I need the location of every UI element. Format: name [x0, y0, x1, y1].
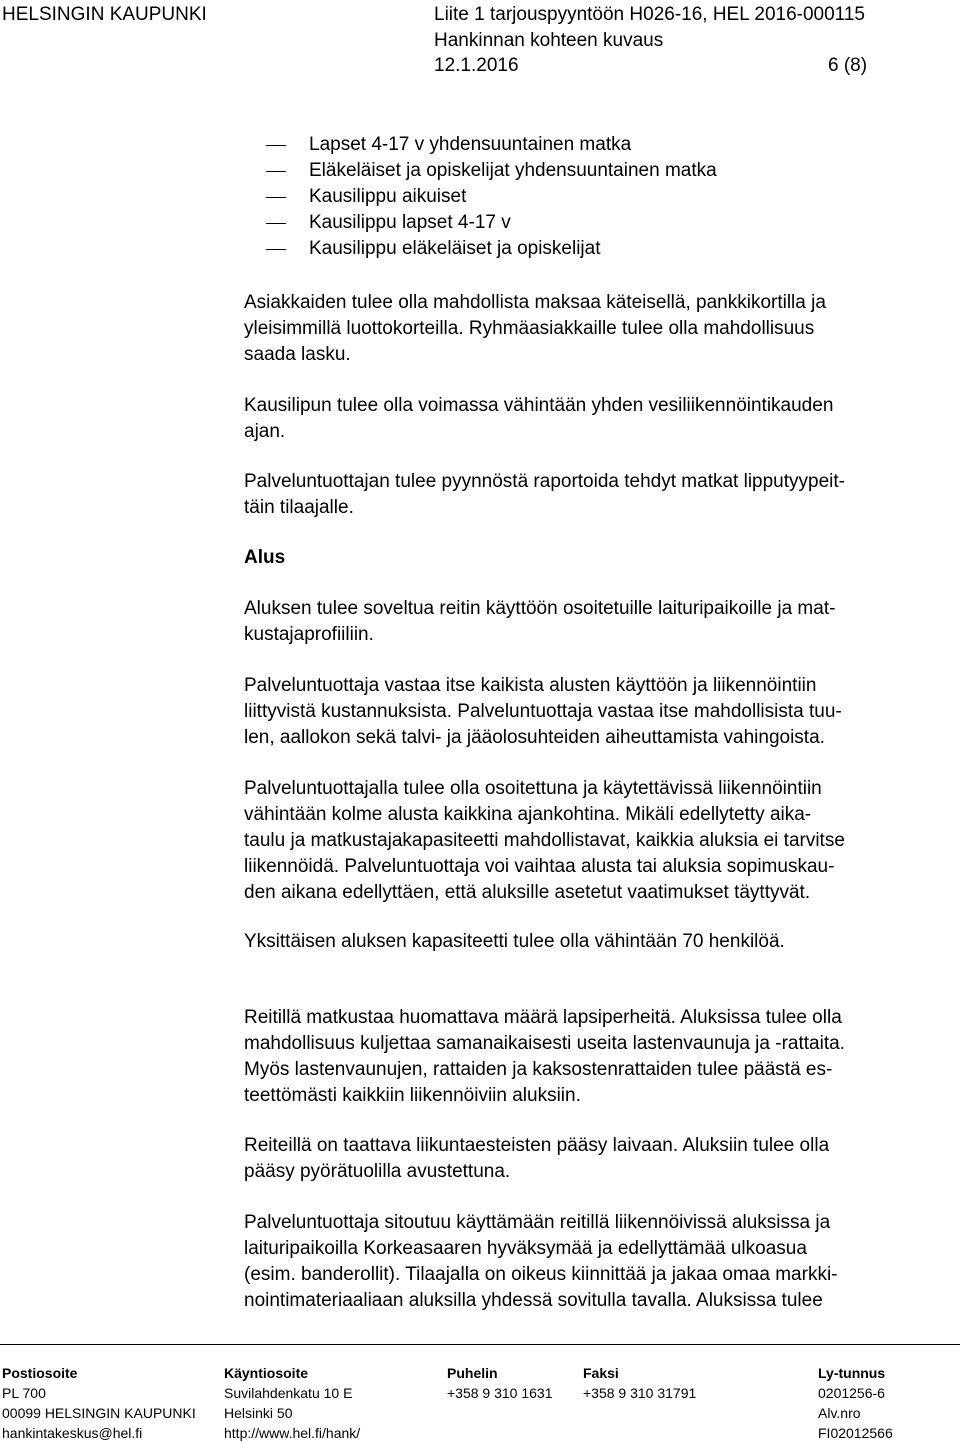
page-footer [0, 1340, 960, 1441]
reporting-paragraph: Palveluntuottajan tulee pyynnöstä raportoida tehdyt matkat lipputyypeit- täin tilaajalle. [244, 471, 845, 518]
list-item: Kausilippu lapset 4-17 v [266, 210, 717, 236]
dash-bullet-icon [266, 249, 286, 250]
dash-bullet-icon [266, 145, 286, 146]
season-ticket-paragraph: Kausilipun tulee olla voimassa vähintään yhden vesiliikennöintikauden ajan. [244, 395, 834, 442]
footer-fax: Faksi +358 9 310 31791 [583, 1365, 697, 1401]
dash-bullet-icon [266, 197, 286, 198]
vessel-suitability-paragraph: Aluksen tulee soveltua reitin käyttöön osoitetuille laituripaikoille ja mat- kustajaprofiiliin. [244, 598, 836, 645]
accessibility-paragraph: Reiteillä on taattava liikuntaesteisten pääsy laivaan. Aluksiin tulee olla pääsy pyörätuolilla avustettuna. [244, 1135, 830, 1182]
list-item: Eläkeläiset ja opiskelijat yhdensuuntainen matka [266, 158, 717, 184]
footer-business-id: Ly-tunnus 0201256-6 Alv.nro FI02012566 [818, 1365, 893, 1441]
header-document-subtitle: Hankinnan kohteen kuvaus [434, 30, 664, 51]
list-item: Kausilippu eläkeläiset ja opiskelijat [266, 236, 717, 262]
header-date: 12.1.2016 [434, 55, 519, 76]
families-paragraph: Reitillä matkustaa huomattava määrä lapsiperheitä. Aluksissa tulee olla mahdollisuus kuljettaa samanaikaisesti useita lastenvaunuja ja -rattaita. Myös lastenvaunujen, rattaiden ja kaksostenrattaiden tulee päästä es- teettömästi kaikkiin liikennöiviin aluksiin. [244, 1007, 845, 1106]
vessel-availability-paragraph: Palveluntuottajalla tulee olla osoitettuna ja käytettävissä liikennöintiin vähintään kolme alusta kaikkina ajankohtina. Mikäli edellytetty aika- taulu ja matkustajakapasiteetti mahdollistavat, kaikkia aluksia ei tarvitse liikennöidä. Palveluntuottaja voi vaihtaa alusta tai aluksia sopimuskau- den aikana edellyttäen, että aluksille asetetut vaatimukset täyttyvät. [244, 778, 845, 903]
footer-divider [0, 1344, 960, 1345]
header-organization: HELSINGIN KAUPUNKI [2, 4, 207, 25]
vessel-capacity-paragraph: Yksittäisen aluksen kapasiteetti tulee olla vähintään 70 henkilöä. [244, 931, 785, 952]
header-page-number: 6 (8) [828, 55, 868, 76]
ticket-type-list [266, 132, 717, 262]
footer-postal-address: Postiosoite PL 700 00099 HELSINGIN KAUPUNKI hankintakeskus@hel.fi [2, 1365, 196, 1441]
vessel-costs-paragraph: Palveluntuottaja vastaa itse kaikista alusten käyttöön ja liikennöintiin liittyvistä kustannuksista. Palveluntuottaja vastaa itse mahdollisista tuu- len, aallokon sekä talvi- ja jääolosuhteiden aiheuttamista vahingoista. [244, 675, 842, 748]
header-document-title: Liite 1 tarjouspyyntöön H026-16, HEL 2016-000115 [434, 4, 865, 25]
list-item: Lapset 4-17 v yhdensuuntainen matka [266, 132, 717, 158]
section-heading: Alus [244, 547, 286, 568]
branding-paragraph: Palveluntuottaja sitoutuu käyttämään reitillä liikennöivissä aluksissa ja laituripaikoilla Korkeasaaren hyväksymää ja edellyttämää ulkoasua (esim. banderollit). Tilaajalla on oikeus kiinnittää ja jakaa omaa markki- nointimateriaaliaan aluksilla yhdessä sovitulla tavalla. Aluksissa tulee [244, 1212, 838, 1311]
payment-paragraph: Asiakkaiden tulee olla mahdollista maksaa käteisellä, pankkikortilla ja yleisimmillä luottokorteilla. Ryhmäasiakkaille tulee olla mahdollisuus saada lasku. [244, 292, 826, 365]
footer-visiting-address: Käyntiosoite Suvilahdenkatu 10 E Helsinki 50 http://www.hel.fi/hank/ [224, 1365, 361, 1441]
dash-bullet-icon [266, 171, 286, 172]
list-item: Kausilippu aikuiset [266, 184, 717, 210]
dash-bullet-icon [266, 223, 286, 224]
footer-phone: Puhelin +358 9 310 1631 [447, 1365, 553, 1401]
